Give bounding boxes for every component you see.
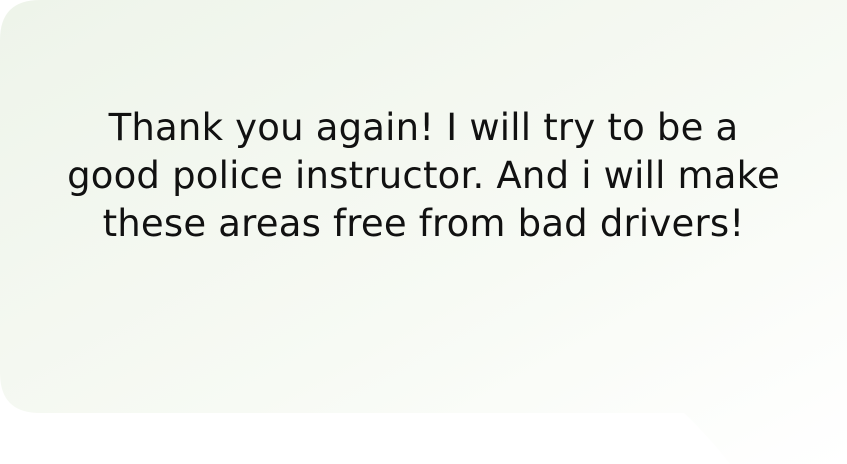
message-text: Thank you again! I will try to be a good police instructor. And i will make these areas free from bad drivers! [67,106,780,245]
